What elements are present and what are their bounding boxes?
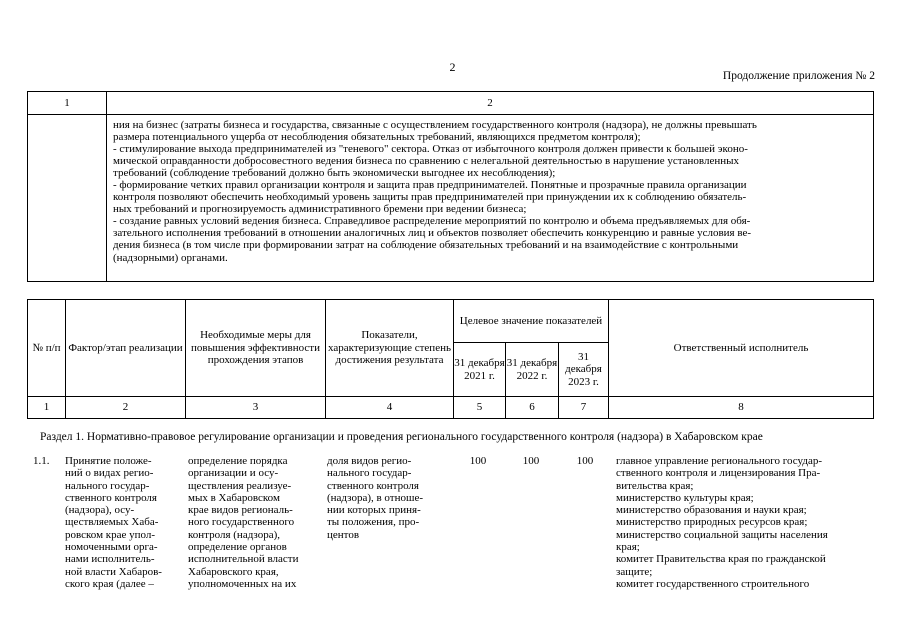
factor-line: нального государ-	[65, 479, 150, 492]
header-measures: Необходимые меры для повышения эффективности прохождения этапов	[186, 300, 326, 397]
text-line: дения бизнеса (в том числе при формировании затрат на соблюдение обязательных требований и на взаимодействие с контрольными	[113, 239, 739, 252]
factor-line: Принятие положе-	[65, 455, 152, 467]
text-line: - создание равных условий ведения бизнеса. Справедливое распределение мероприятий по контролю и объема предъявляемых для обя-	[113, 215, 751, 228]
responsible-line: ственного контроля и лицензирования Пра-	[616, 467, 821, 480]
responsible-line: главное управление регионального государ-	[616, 455, 822, 467]
responsible-line: министерство природных ресурсов края;	[616, 516, 808, 529]
factor-line: (надзора), осу-	[65, 504, 135, 517]
col-number: 4	[326, 397, 454, 419]
measures-line: организации и осу-	[188, 467, 279, 480]
measures-line: определение органов	[188, 541, 287, 554]
value-2021: 100	[469, 455, 487, 467]
col-number: 3	[186, 397, 326, 419]
measures-table	[27, 299, 874, 419]
measures-line: Хабаровского края,	[188, 565, 279, 578]
factor-line: нами исполнитель-	[65, 553, 155, 566]
measures-line: крае видов региональ-	[188, 504, 293, 517]
text-line: зательного исполнения требований в отношении аналогичных лиц и объектов позволяет обеспечить конкуренцию и равные условия ве-	[113, 227, 752, 240]
text-line: мической оправданности добросовестного ведения бизнеса по сравнению с нелегальной деятельностью в нарушение установленных	[113, 155, 740, 168]
responsible-line: комитет Правительства края по гражданской	[616, 553, 826, 566]
text-cell	[107, 115, 874, 282]
measures-line: уполномоченных на их	[188, 577, 297, 590]
indicators-line: (надзора), в отноше-	[327, 491, 423, 504]
factor-text	[65, 455, 181, 590]
header-responsible: Ответственный исполнитель	[609, 300, 874, 397]
section-title: Раздел 1. Нормативно-правовое регулирование организации и проведения регионального государственного контроля (надзора) в Хабаровском крае	[40, 431, 763, 443]
text-line: ных требований и прогнозируемость административного бремени при ведении бизнеса;	[113, 203, 527, 216]
text-line: ния на бизнес (затраты бизнеса и государства, связанные с осуществлением государственного контроля (надзора), не должны превышать	[113, 119, 757, 131]
header-2022: 31 декабря 2022 г.	[506, 343, 559, 397]
value-2022: 100	[522, 455, 540, 467]
measures-line: ного государственного	[188, 516, 295, 529]
responsible-line: комитет государственного строительного	[616, 577, 810, 590]
factor-line: номоченными орга-	[65, 541, 158, 554]
continuation-table	[27, 91, 874, 282]
col-number: 6	[506, 397, 559, 419]
indicators-line: ственного контроля	[327, 479, 419, 492]
responsible-text	[616, 455, 869, 590]
indicators-text	[327, 455, 451, 541]
responsible-line: вительства края;	[616, 479, 694, 492]
measures-line: ществления реализуе-	[188, 479, 292, 492]
factor-line: ний о видах регио-	[65, 467, 154, 480]
factor-line: ной власти Хабаров-	[65, 565, 162, 578]
text-line: контроля позволяют обеспечить необходимый уровень защиты прав предпринимателей при принуждении их к соблюдению обязатель-	[113, 191, 747, 204]
appendix-note: Продолжение приложения № 2	[722, 70, 875, 82]
page-number: 2	[449, 60, 456, 74]
col-number: 8	[609, 397, 874, 419]
header-indicators: Показатели, характеризующие степень достижения результата	[326, 300, 454, 397]
col-header-1: 1	[28, 92, 107, 115]
responsible-line: края;	[616, 541, 640, 554]
factor-line: ровском крае упол-	[65, 528, 156, 541]
responsible-line: министерство культуры края;	[616, 491, 754, 504]
factor-line: ского края (далее –	[65, 577, 154, 590]
col-number: 1	[28, 397, 66, 419]
row-number: 1.1.	[33, 455, 50, 467]
measures-line: определение порядка	[188, 455, 288, 467]
measures-text	[188, 455, 323, 590]
header-num: № п/п	[28, 300, 66, 397]
responsible-line: министерство социальной защиты населения	[616, 528, 828, 541]
col-number: 2	[66, 397, 186, 419]
text-line: требований (соблюдение требований должно быть экономически выгоднее их несоблюдения);	[113, 167, 556, 180]
responsible-line: министерство образования и науки края;	[616, 504, 807, 517]
header-2021: 31 декабря 2021 г.	[454, 343, 506, 397]
factor-line: ственного контроля	[65, 491, 157, 504]
measures-line: контроля (надзора),	[188, 528, 281, 541]
indicators-line: нии которых приня-	[327, 504, 421, 517]
header-2023: 31 декабря 2023 г.	[559, 343, 609, 397]
indicators-line: доля видов регио-	[327, 455, 412, 467]
col-number: 5	[454, 397, 506, 419]
indicators-line: центов	[327, 528, 360, 541]
text-line: размера потенциального ущерба от несоблюдения обязательных требований, являющихся предметом контроля);	[113, 131, 641, 144]
measures-line: мых в Хабаровском	[188, 491, 280, 504]
col-number: 7	[559, 397, 609, 419]
factor-line: ществляемых Хаба-	[65, 516, 159, 529]
col-header-2: 2	[107, 92, 874, 115]
header-target: Целевое значение показателей	[454, 300, 609, 343]
header-factor: Фактор/этап реализации	[66, 300, 186, 397]
text-line: - стимулирование выхода предпринимателей из "теневого" сектора. Отказ от избыточного контроля должен привести к большей эконо-	[113, 143, 748, 156]
text-line: (надзорными) органами.	[113, 251, 228, 264]
responsible-line: защите;	[616, 565, 653, 578]
indicators-line: ты положения, про-	[327, 516, 420, 529]
measures-line: исполнительной власти	[188, 553, 299, 566]
text-line: - формирование четких правил организации контроля и защита прав предпринимателей. Понятные и прозрачные правила организации	[113, 179, 747, 192]
indicators-line: нального государ-	[327, 467, 412, 480]
empty-cell	[28, 115, 107, 282]
value-2023: 100	[576, 455, 594, 467]
